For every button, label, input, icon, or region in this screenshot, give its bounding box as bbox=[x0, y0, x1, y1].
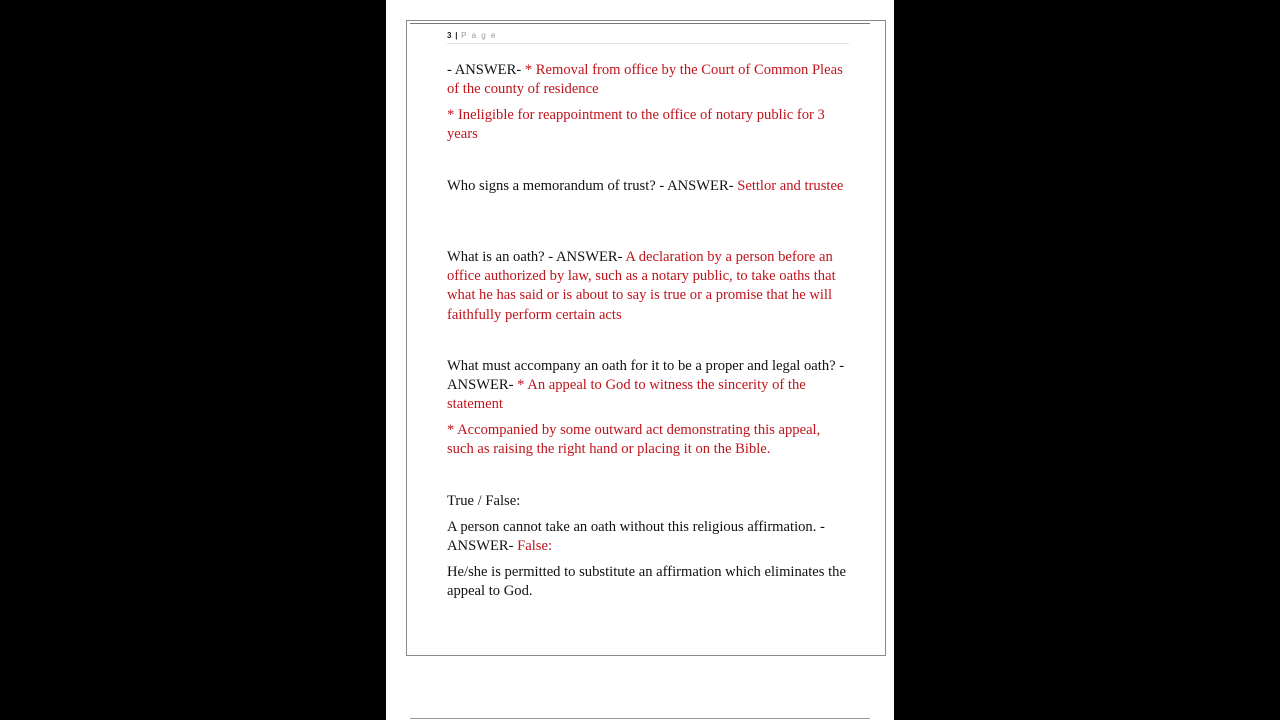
page-number: 3 bbox=[447, 31, 452, 40]
answer-text: False: bbox=[517, 538, 553, 555]
paragraph-outward-act bbox=[447, 421, 849, 459]
paragraph-oath-accompany bbox=[447, 357, 849, 415]
paragraph-religious-affirmation bbox=[447, 518, 849, 556]
document-sheet bbox=[386, 0, 894, 720]
answer-text: * An appeal to God to witness the sincerity of the statement bbox=[447, 377, 806, 413]
answer-text: A declaration by a person before an office authorized by law, such as a notary public, to take oaths that what he has said or is about to say is true or a promise that he will faithfully perform certain acts bbox=[447, 249, 836, 323]
paragraph-answer-removal bbox=[447, 61, 849, 99]
paragraph-what-is-oath bbox=[447, 248, 849, 325]
paragraph-answer-ineligible bbox=[447, 106, 849, 144]
page-header bbox=[447, 31, 497, 40]
paragraph-substitute-affirmation bbox=[447, 563, 849, 601]
answer-text: * Accompanied by some outward act demonstrating this appeal, such as raising the right hand or placing it on the Bible. bbox=[447, 422, 821, 458]
question-text: A person cannot take an oath without this religious affirmation. - ANSWER- bbox=[447, 519, 825, 555]
paragraph-true-false bbox=[447, 492, 849, 511]
paragraph-memorandum-of-trust bbox=[447, 177, 849, 196]
question-text: What must accompany an oath for it to be a proper and legal oath? - ANSWER- bbox=[447, 358, 845, 394]
page-separator: | bbox=[455, 31, 458, 40]
answer-text: Settlor and trustee bbox=[737, 178, 844, 194]
answer-text: * Ineligible for reappointment to the office of notary public for 3 years bbox=[447, 107, 825, 143]
question-text: What is an oath? - ANSWER- bbox=[447, 249, 626, 265]
question-text: Who signs a memorandum of trust? - ANSWER- bbox=[447, 178, 738, 194]
question-text: - ANSWER- bbox=[447, 62, 525, 78]
question-text: True / False: bbox=[447, 493, 521, 509]
page-label: P a g e bbox=[461, 31, 497, 40]
answer-text: * Removal from office by the Court of Common Pleas of the county of residence bbox=[447, 62, 843, 98]
next-page-top-divider bbox=[410, 718, 870, 719]
question-text: He/she is permitted to substitute an affirmation which eliminates the appeal to God. bbox=[447, 564, 846, 600]
header-rule bbox=[447, 43, 849, 44]
